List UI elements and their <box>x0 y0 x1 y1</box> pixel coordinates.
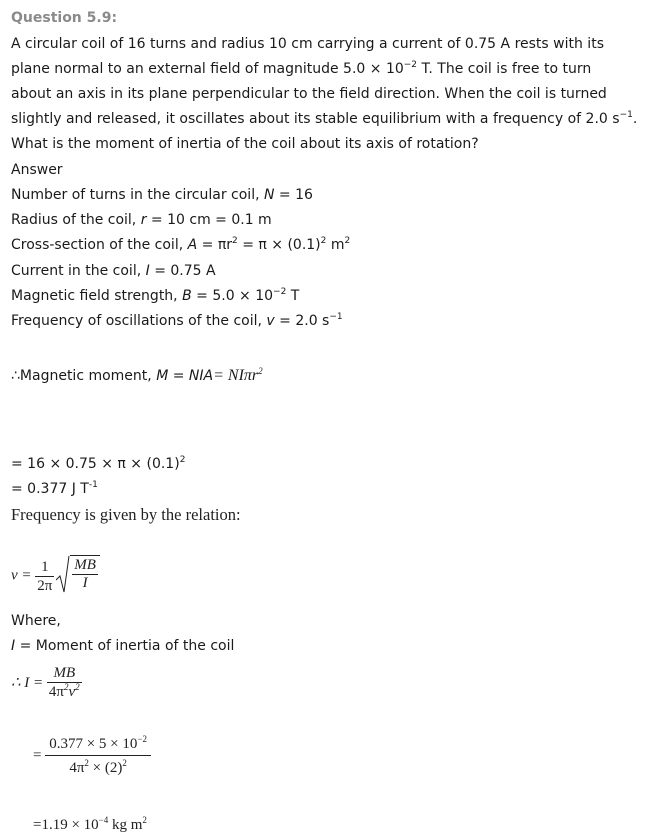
frequency-formula: v = $\frac{1}{2\pi}$ MB I <box>11 556 98 596</box>
calc-step-1: = $16 \times 0.75 \times \pi \times (0.1)^2$ <box>11 455 186 472</box>
substitution-formula: = $\frac{0.377 \times 5 \times 10^{-2}}{4\pi^2 \times (2)^2}$ <box>33 735 151 777</box>
magnetic-moment: ∴Magnetic moment, M = NIA= NIπr$^2$ <box>11 366 263 384</box>
inertia-definition: I = Moment of inertia of the coil <box>11 638 235 654</box>
given-frequency: Frequency of oscillations of the coil, v = 2.0 $s^{-1}$ <box>11 312 343 329</box>
given-field: Magnetic field strength, $B = 5.0 \times 10^{-2}$ T <box>11 287 300 304</box>
answer-heading: Answer <box>11 162 63 178</box>
final-result: $=1.19 \times 10^{-4}$ kg $m^2$ <box>33 815 147 833</box>
given-area: Cross-section of the coil, $A = \pi r^2 = \pi \times (0.1)^2$ $m^2$ <box>11 236 351 253</box>
given-current: Current in the coil, I = 0.75 A <box>11 263 216 279</box>
sqrt-sign <box>56 554 70 596</box>
where-text: Where, <box>11 613 61 629</box>
calc-step-2: = 0.377 J $T^{-1}$ <box>11 480 98 497</box>
relation-text: Frequency is given by the relation: <box>11 505 241 524</box>
question-title: Question 5.9: <box>11 10 118 26</box>
inertia-formula: ∴ I = $\frac{MB}{4\pi^2v^2}$ <box>11 665 80 700</box>
given-radius: Radius of the coil, r = 10 cm = 0.1 m <box>11 212 272 228</box>
given-turns: Number of turns in the circular coil, N = 16 <box>11 187 313 203</box>
